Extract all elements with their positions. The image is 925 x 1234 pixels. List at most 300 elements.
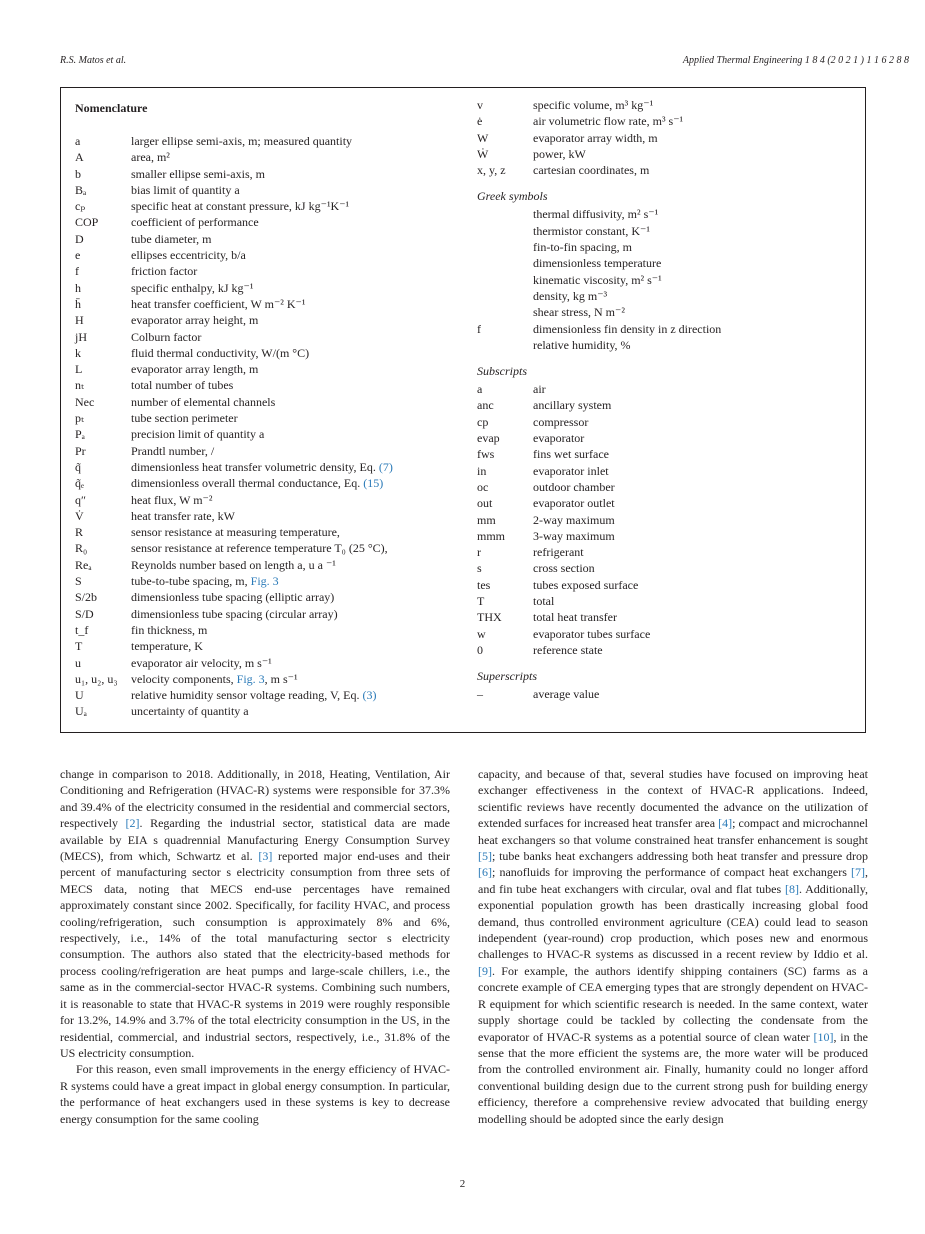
nomenclature-definition-text: tubes exposed surface: [533, 577, 639, 592]
nomenclature-definition: [131, 638, 203, 654]
nomenclature-symbol: T: [75, 639, 83, 654]
nomenclature-entry: [75, 198, 470, 214]
nomenclature-symbol: Pr: [75, 443, 86, 458]
body-text: ; compact and microchannel heat exchangers so that volume constrained heat transfer enhancement is sought: [478, 816, 869, 847]
nomenclature-symbol: evap: [477, 431, 500, 446]
nomenclature-definition-text: cross section: [533, 561, 595, 576]
nomenclature-definition: [131, 296, 305, 312]
nomenclature-definition-text: air: [533, 382, 546, 397]
nomenclature-symbol: b: [75, 166, 81, 181]
nomenclature-definition-suffix: , m s⁻¹: [264, 671, 298, 686]
body-text: ; tube banks heat exchangers addressing both heat transfer and pressure drop: [492, 849, 868, 864]
nomenclature-definition-text: shear stress, N m⁻²: [533, 305, 625, 320]
nomenclature-definition-text: relative humidity sensor voltage reading, V, Eq.: [131, 688, 363, 703]
nomenclature-title: Nomenclature: [75, 101, 148, 115]
nomenclature-symbol: oc: [477, 479, 489, 494]
nomenclature-definition: [131, 231, 212, 247]
nomenclature-definition: [131, 247, 246, 263]
nomenclature-definition-text: power, kW: [533, 146, 586, 161]
nomenclature-definition-text: evaporator array length, m: [131, 362, 259, 377]
nomenclature-definition: [131, 345, 309, 361]
nomenclature-definition: [131, 280, 253, 296]
nomenclature-definition: [131, 687, 377, 703]
nomenclature-entry: [75, 671, 470, 687]
nomenclature-definition: [533, 593, 554, 609]
nomenclature-symbol: f: [477, 321, 481, 336]
nomenclature-entry: [477, 304, 857, 320]
nomenclature-entry: [477, 381, 857, 397]
nomenclature-entry: [75, 573, 470, 589]
body-text: For this reason, even small improvements in the energy efficiency of HVAC-R systems could have a great impact in global energy consumption. In particular, the performance of heat exchangers used in these systems is key to decrease energy consumption for the same cooling: [60, 1062, 450, 1126]
nomenclature-definition-text: average value: [533, 687, 600, 702]
body-column-right: [478, 766, 868, 1127]
nomenclature-symbol: q̃ₑ: [75, 476, 85, 491]
nomenclature-definition: [533, 495, 615, 511]
nomenclature-symbol: D: [75, 231, 84, 246]
nomenclature-symbol: A: [75, 150, 84, 165]
nomenclature-entry: [75, 589, 470, 605]
nomenclature-definition: [131, 703, 249, 719]
nomenclature-entry: [477, 288, 857, 304]
nomenclature-entry: [75, 557, 470, 573]
cross-reference-link[interactable]: Fig. 3: [236, 671, 265, 686]
nomenclature-definition: [131, 655, 272, 671]
nomenclature-definition-text: evaporator: [533, 431, 585, 446]
citation-link[interactable]: [2]: [125, 816, 140, 831]
nomenclature-definition-text: heat transfer coefficient, W m⁻² K⁻¹: [131, 296, 306, 311]
nomenclature-definition-text: kinematic viscosity, m² s⁻¹: [533, 272, 662, 287]
nomenclature-entry: [477, 479, 857, 495]
nomenclature-variables-continued: [477, 97, 857, 178]
nomenclature-entry: [477, 446, 857, 462]
nomenclature-definition: [533, 162, 649, 178]
nomenclature-symbol: e: [75, 248, 81, 263]
nomenclature-definition-text: velocity components,: [131, 671, 237, 686]
nomenclature-definition: [131, 606, 338, 622]
citation-link[interactable]: [5]: [478, 849, 492, 864]
nomenclature-symbol: S: [75, 574, 82, 589]
nomenclature-symbol: h̄: [75, 296, 81, 311]
nomenclature-definition: [533, 414, 588, 430]
nomenclature-definition: [131, 377, 233, 393]
nomenclature-entry: [75, 312, 470, 328]
nomenclature-definition-text: heat transfer rate, kW: [131, 508, 235, 523]
nomenclature-definition-text: Prandtl number, /: [131, 443, 215, 458]
nomenclature-definition-text: bias limit of quantity a: [131, 182, 240, 197]
nomenclature-entry: [75, 377, 470, 393]
nomenclature-symbol: cₚ: [75, 199, 86, 214]
nomenclature-symbol: S/2b: [75, 590, 98, 605]
nomenclature-entry: [75, 410, 470, 426]
body-text: . Regarding the industrial sector, statistical data are made available by EIA s quadrennial Manufacturing Energy Consumption Survey (MECS), from which, Schwartz et al.: [60, 816, 450, 864]
nomenclature-symbol: 0: [477, 642, 483, 657]
nomenclature-entry: [75, 280, 470, 296]
nomenclature-definition: [533, 609, 617, 625]
nomenclature-symbol: r: [477, 545, 481, 560]
body-text: . Additionally, exponential population growth has been drastically increasing global food demand, thus controlled environment agriculture (CEA) could lead to season independent (year-round) crop production, which poses new and enormous challenges to HVAC-R systems as discussed in a recent review by Iddio et al.: [478, 881, 868, 962]
superscripts-list: [477, 686, 857, 702]
nomenclature-definition: [533, 479, 615, 495]
nomenclature-definition: [131, 166, 265, 182]
nomenclature-definition: [533, 304, 625, 320]
nomenclature-entry: [75, 459, 470, 475]
nomenclature-entry: [75, 394, 470, 410]
nomenclature-definition: [533, 577, 638, 593]
nomenclature-definition-text: fins wet surface: [533, 447, 609, 462]
nomenclature-definition: [533, 381, 546, 397]
nomenclature-symbol: a: [477, 382, 483, 397]
nomenclature-entry: [477, 642, 857, 658]
nomenclature-entry: [477, 397, 857, 413]
nomenclature-symbol: Bₐ: [75, 182, 87, 197]
header-authors: R.S. Matos et al.: [60, 55, 127, 66]
nomenclature-definition-text: heat flux, W m⁻²: [131, 492, 213, 507]
nomenclature-entry: [477, 113, 857, 129]
nomenclature-definition: [131, 508, 235, 524]
nomenclature-definition-text: dimensionless tube spacing (elliptic array): [131, 590, 335, 605]
nomenclature-entry: [477, 162, 857, 178]
nomenclature-definition-text: ellipses eccentricity, b/a: [131, 248, 246, 263]
body-paragraph: [60, 1061, 450, 1127]
nomenclature-entry: [477, 686, 857, 702]
nomenclature-definition-text: outdoor chamber: [533, 479, 615, 494]
nomenclature-definition: [131, 671, 298, 687]
nomenclature-symbol: THX: [477, 610, 502, 625]
citation-link[interactable]: [8]: [784, 881, 799, 896]
nomenclature-entry: [75, 345, 470, 361]
nomenclature-entry: [75, 622, 470, 638]
nomenclature-entry: [477, 272, 857, 288]
nomenclature-definition: [533, 528, 615, 544]
nomenclature-definition-text: 2-way maximum: [533, 512, 615, 527]
citation-link[interactable]: [6]: [478, 865, 492, 880]
nomenclature-definition-text: specific volume, m³ kg⁻¹: [533, 98, 654, 112]
nomenclature-definition: [131, 133, 352, 149]
nomenclature-symbol: mmm: [477, 528, 506, 543]
nomenclature-definition-text: total number of tubes: [131, 378, 234, 393]
nomenclature-definition-text: fin thickness, m: [131, 622, 208, 637]
nomenclature-symbol: v: [477, 98, 483, 112]
nomenclature-symbol: R: [75, 525, 84, 540]
nomenclature-definition-text: 3-way maximum: [533, 528, 615, 543]
nomenclature-definition-text: precision limit of quantity a: [131, 427, 265, 442]
nomenclature-definition: [131, 443, 214, 459]
body-text: . For example, the authors identify shipping containers (SC) farms as a concrete example of CEA emerging types that are strongly dependent on HVAC-R equipment for which scientific research is needed. In the same context, water supply shortage could be tackled by collecting the condensate from the evaporator of HVAC-R systems as a potential source of clean water: [478, 963, 868, 1044]
nomenclature-symbol: S/D: [75, 606, 94, 621]
nomenclature-symbol: R₀: [75, 541, 88, 556]
nomenclature-definition-text: fluid thermal conductivity, W/(m °C): [131, 345, 310, 360]
nomenclature-definition: [533, 397, 611, 413]
nomenclature-definition: [131, 540, 388, 556]
nomenclature-definition-text: larger ellipse semi-axis, m; measured quantity: [131, 134, 353, 148]
nomenclature-entry: [75, 492, 470, 508]
nomenclature-definition-text: evaporator air velocity, m s⁻¹: [131, 655, 272, 670]
nomenclature-entry: [75, 166, 470, 182]
nomenclature-definition: [533, 446, 609, 462]
nomenclature-definition-text: evaporator tubes surface: [533, 626, 651, 641]
nomenclature-entry: [75, 703, 470, 719]
nomenclature-definition: [131, 589, 334, 605]
nomenclature-definition-text: reference state: [533, 642, 603, 657]
nomenclature-entry: [75, 606, 470, 622]
nomenclature-entry: [75, 263, 470, 279]
nomenclature-definition: [131, 394, 275, 410]
nomenclature-entry: [477, 593, 857, 609]
nomenclature-definition: [131, 557, 336, 573]
nomenclature-symbol: f: [75, 264, 79, 279]
nomenclature-definition: [131, 524, 340, 540]
nomenclature-entry: [477, 495, 857, 511]
nomenclature-definition: [533, 272, 662, 288]
nomenclature-definition: [131, 622, 207, 638]
nomenclature-entry: [75, 655, 470, 671]
nomenclature-box: [60, 87, 866, 733]
nomenclature-symbol: Reₐ: [75, 557, 92, 572]
nomenclature-left-column: [75, 133, 470, 720]
nomenclature-entry: [477, 223, 857, 239]
nomenclature-entry: [75, 329, 470, 345]
nomenclature-definition: [533, 626, 650, 642]
nomenclature-entry: [75, 149, 470, 165]
nomenclature-entry: [75, 475, 470, 491]
nomenclature-definition: [131, 149, 170, 165]
nomenclature-entry: [477, 206, 857, 222]
nomenclature-symbol: pₜ: [75, 411, 84, 426]
body-paragraph: [60, 766, 450, 1061]
nomenclature-definition-text: dimensionless heat transfer volumetric density, Eq.: [131, 459, 379, 474]
cross-reference-link[interactable]: (7): [378, 459, 393, 474]
nomenclature-entry: [477, 626, 857, 642]
nomenclature-definition-text: tube-to-tube spacing, m,: [131, 574, 251, 589]
nomenclature-definition-text: density, kg m⁻³: [533, 288, 608, 303]
nomenclature-definition-text: total: [533, 594, 555, 609]
nomenclature-definition: [533, 288, 607, 304]
nomenclature-symbol: Ẇ: [477, 146, 489, 161]
nomenclature-definition-text: dimensionless fin density in z direction: [533, 321, 722, 336]
citation-link[interactable]: [10]: [813, 1029, 834, 1044]
body-text: , and fin tube heat exchangers with circular, oval and flat tubes: [478, 865, 868, 896]
nomenclature-symbol: mm: [477, 512, 496, 527]
subscripts-heading: Subscripts: [477, 364, 528, 379]
nomenclature-symbol: a: [75, 134, 81, 148]
nomenclature-definition-text: dimensionless tube spacing (circular array): [131, 606, 338, 621]
nomenclature-symbol: T: [477, 594, 485, 609]
nomenclature-definition-text: evaporator array height, m: [131, 313, 259, 328]
nomenclature-entry: [477, 544, 857, 560]
nomenclature-symbol: u: [75, 655, 81, 670]
nomenclature-symbol: Nec: [75, 394, 95, 409]
citation-link[interactable]: [7]: [851, 865, 865, 880]
nomenclature-definition: [533, 206, 658, 222]
cross-reference-link[interactable]: (15): [363, 476, 384, 491]
nomenclature-entry: [477, 560, 857, 576]
nomenclature-definition: [533, 544, 584, 560]
nomenclature-symbol: s: [477, 561, 482, 576]
nomenclature-definition: [533, 146, 586, 162]
nomenclature-definition: [131, 410, 238, 426]
nomenclature-entry: [477, 239, 857, 255]
nomenclature-definition: [533, 430, 584, 446]
citation-link[interactable]: [4]: [718, 816, 733, 831]
cross-reference-link[interactable]: Fig. 3: [250, 574, 279, 589]
nomenclature-symbol: ė: [477, 114, 483, 129]
nomenclature-symbol: jH: [75, 329, 87, 344]
nomenclature-entry: [75, 508, 470, 524]
nomenclature-entry: [75, 687, 470, 703]
nomenclature-definition-text: sensor resistance at measuring temperature,: [131, 525, 340, 540]
nomenclature-symbol: t_f: [75, 622, 89, 637]
nomenclature-entry: [75, 231, 470, 247]
nomenclature-definition-text: Reynolds number based on length a, u a ⁻¹: [131, 557, 336, 572]
nomenclature-definition-text: evaporator outlet: [533, 496, 615, 511]
subscripts-list: [477, 381, 857, 658]
citation-link[interactable]: [3]: [258, 849, 273, 864]
nomenclature-definition: [533, 560, 595, 576]
nomenclature-definition-text: Colburn factor: [131, 329, 202, 344]
nomenclature-definition-text: evaporator array width, m: [533, 130, 658, 145]
nomenclature-definition: [131, 312, 258, 328]
nomenclature-entry: [75, 182, 470, 198]
nomenclature-entry: [477, 321, 857, 337]
nomenclature-symbol: Uₐ: [75, 704, 87, 719]
nomenclature-definition-text: evaporator inlet: [533, 463, 609, 478]
nomenclature-definition-text: dimensionless overall thermal conductance, Eq.: [131, 476, 364, 491]
nomenclature-definition-text: dimensionless temperature: [533, 256, 662, 271]
nomenclature-entry: [75, 443, 470, 459]
nomenclature-entry: [477, 337, 857, 353]
nomenclature-entry: [477, 577, 857, 593]
nomenclature-definition: [533, 686, 599, 702]
nomenclature-definition: [131, 475, 383, 491]
nomenclature-definition: [131, 492, 212, 508]
nomenclature-symbol: out: [477, 496, 493, 511]
nomenclature-symbol: fws: [477, 447, 495, 462]
body-paragraph: [478, 766, 868, 1127]
body-column-left: [60, 766, 450, 1127]
nomenclature-definition: [533, 130, 658, 146]
nomenclature-entry: [477, 528, 857, 544]
body-text: , in the sense that the more efficient the systems are, the more water will be produced from the controlled environment air. Finally, humanity could no longer afford conventional building design due to the current strong push for building energy efficiency, therefore a comprehensive review advocated that building energy modelling should be adopted since the early design: [478, 1029, 868, 1126]
nomenclature-entry: [477, 146, 857, 162]
nomenclature-definition: [131, 198, 349, 214]
nomenclature-definition-text: sensor resistance at reference temperature T₀ (25 °C),: [131, 541, 388, 556]
nomenclature-definition-text: air volumetric flow rate, m³ s⁻¹: [533, 114, 684, 129]
nomenclature-definition-text: fin-to-fin spacing, m: [533, 240, 632, 255]
nomenclature-symbol: anc: [477, 398, 494, 413]
nomenclature-entry: [477, 463, 857, 479]
nomenclature-entry: [477, 512, 857, 528]
nomenclature-entry: [477, 130, 857, 146]
nomenclature-symbol: COP: [75, 215, 99, 230]
nomenclature-symbol: tes: [477, 577, 491, 592]
nomenclature-entry: [477, 414, 857, 430]
body-text: capacity, and because of that, several studies have focused on improving heat exchanger effectiveness in the context of HVAC-R applications. Indeed, scientific reviews have recently documented the advance on the utilization of extended surfaces for increased heat transfer area: [478, 767, 868, 831]
nomenclature-definition-text: coefficient of performance: [131, 215, 259, 230]
nomenclature-symbol: w: [477, 626, 486, 641]
nomenclature-definition-text: specific heat at constant pressure, kJ kg⁻¹K⁻¹: [131, 199, 350, 214]
nomenclature-definition-text: thermistor constant, K⁻¹: [533, 223, 650, 238]
running-header: [60, 55, 909, 69]
nomenclature-definition-text: thermal diffusivity, m² s⁻¹: [533, 207, 659, 222]
nomenclature-definition-text: specific enthalpy, kJ kg⁻¹: [131, 280, 254, 295]
nomenclature-definition: [533, 239, 632, 255]
nomenclature-definition: [533, 642, 603, 658]
nomenclature-symbol: U: [75, 688, 84, 703]
citation-link[interactable]: [9]: [478, 963, 492, 978]
nomenclature-definition: [533, 321, 721, 337]
nomenclature-symbol: W: [477, 130, 489, 145]
nomenclature-entry: [75, 524, 470, 540]
nomenclature-definition-text: tube diameter, m: [131, 231, 212, 246]
nomenclature-definition: [131, 182, 240, 198]
nomenclature-definition-text: refrigerant: [533, 545, 584, 560]
body-text: ; nanofluids for improving the performance of compact heat exchangers: [492, 865, 851, 880]
nomenclature-definition: [131, 361, 258, 377]
nomenclature-symbol: Pₐ: [75, 427, 85, 442]
nomenclature-definition-text: friction factor: [131, 264, 198, 279]
nomenclature-definition: [533, 337, 631, 353]
nomenclature-definition: [131, 214, 259, 230]
nomenclature-definition-text: total heat transfer: [533, 610, 617, 625]
nomenclature-definition-text: ancillary system: [533, 398, 612, 413]
nomenclature-entry: [75, 296, 470, 312]
nomenclature-definition: [131, 573, 279, 589]
nomenclature-definition-text: smaller ellipse semi-axis, m: [131, 166, 265, 181]
nomenclature-symbol: in: [477, 463, 487, 478]
page-number: 2: [459, 1178, 466, 1190]
nomenclature-definition-text: relative humidity, %: [533, 337, 631, 352]
nomenclature-definition: [533, 97, 653, 113]
nomenclature-definition: [533, 255, 661, 271]
nomenclature-definition: [533, 223, 650, 239]
nomenclature-entry: [75, 638, 470, 654]
header-journal: Applied Thermal Engineering 1 8 4 (2 0 2 1 ) 1 1 6 2 8 8: [682, 55, 909, 66]
nomenclature-definition: [533, 113, 683, 129]
nomenclature-entry: [477, 609, 857, 625]
nomenclature-symbol: V̇: [75, 508, 84, 523]
nomenclature-definition: [131, 426, 264, 442]
nomenclature-symbol: u₁, u₂, u₃: [75, 671, 118, 686]
nomenclature-entry: [477, 430, 857, 446]
nomenclature-symbol: –: [477, 687, 483, 702]
nomenclature-entry: [75, 426, 470, 442]
nomenclature-definition-text: uncertainty of quantity a: [131, 704, 249, 719]
nomenclature-entry: [477, 97, 857, 113]
nomenclature-symbol: L: [75, 362, 83, 377]
nomenclature-entry: [477, 255, 857, 271]
nomenclature-symbol: q″: [75, 492, 86, 507]
nomenclature-definition-text: compressor: [533, 414, 589, 429]
nomenclature-symbol: h: [75, 280, 81, 295]
nomenclature-definition: [131, 329, 201, 345]
nomenclature-symbol: q̃: [75, 459, 81, 474]
nomenclature-definition: [533, 463, 609, 479]
cross-reference-link[interactable]: (3): [362, 688, 377, 703]
nomenclature-symbol: nₜ: [75, 378, 84, 393]
nomenclature-symbol: cp: [477, 414, 489, 429]
nomenclature-definition: [131, 459, 393, 475]
body-text: change in comparison to 2018. Additionally, in 2018, Heating, Ventilation, Air Conditioning and Refrigeration (HVAC-R) systems were responsible for 37.3% and 39.4% of the electricity consumed in the residential and commercial sectors, respectively: [60, 767, 450, 831]
nomenclature-right-column: [477, 97, 857, 703]
nomenclature-entry: [75, 214, 470, 230]
nomenclature-entry: [75, 247, 470, 263]
nomenclature-definition-text: tube section perimeter: [131, 411, 238, 426]
nomenclature-definition-text: temperature, K: [131, 639, 203, 654]
nomenclature-definition-text: area, m²: [131, 150, 170, 165]
body-text: reported major end-uses and their percent of manufacturing sector s electricity consumption from three sets of MECS data, noting that MECS end-use percentages have remained approximately constant since 2002. Specifically, for facility HVAC, and process cooling/refrigeration, such consumption is approximately 8% and 6%, respectively, i.e., 14% of the total manufacturing sector s electricity consumption. The authors also stated that the electricity-based methods for process cooling/refrigeration are heat pumps and large-scale chillers, i.e., the same as in the commercial-sector HVAC-R systems. Combining such numbers, it is reasonable to state that HVAC-R systems in 2019 were roughly responsible for 13.2%, 14.9% and 3.7% of the total electricity consumption in the US, in the residential, commercial, and industrial sectors, respectively, i.e., 31.8% of the US electricity consumption.: [60, 849, 450, 1060]
greek-symbols-list: [477, 206, 857, 353]
nomenclature-entry: [75, 133, 470, 149]
